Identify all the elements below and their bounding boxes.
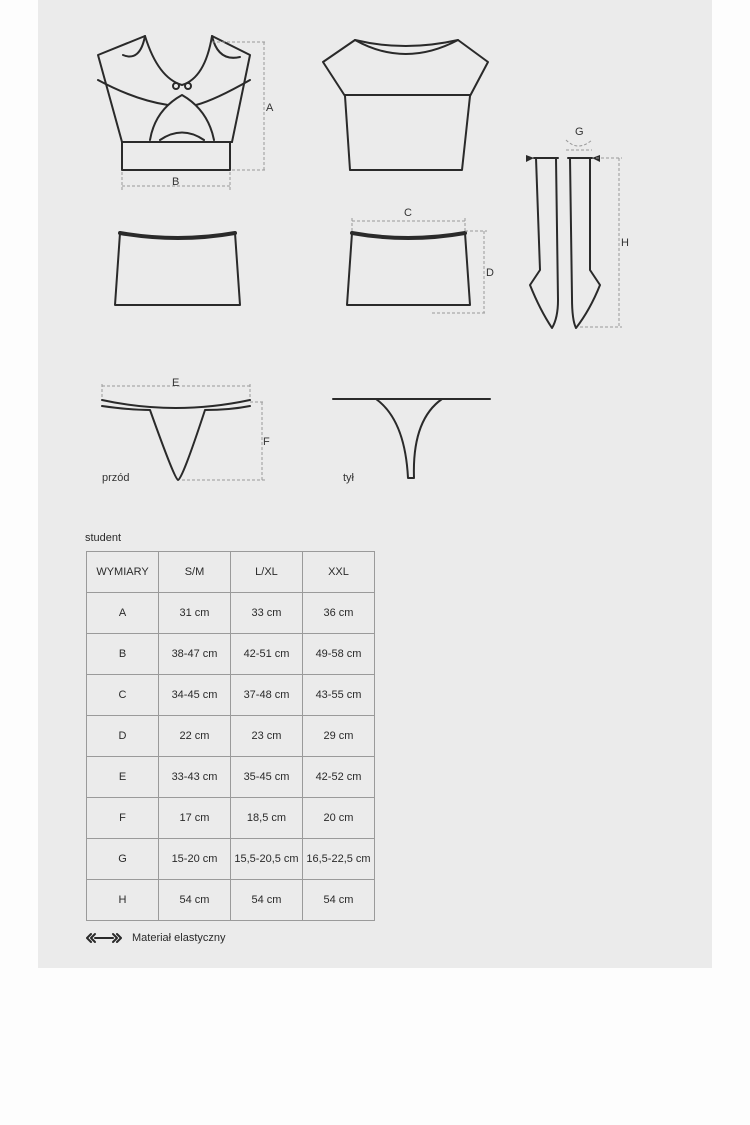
table-cell: D [87, 716, 159, 757]
table-row [87, 757, 375, 798]
table-cell: 37-48 cm [231, 675, 303, 716]
table-row [87, 839, 375, 880]
table-row [87, 798, 375, 839]
label-f: F [263, 436, 270, 448]
dimension-d-line [432, 231, 487, 313]
view-label-back: tył [343, 472, 354, 484]
thong-front-drawing [102, 400, 250, 480]
table-row [87, 880, 375, 921]
header-cell: L/XL [231, 552, 303, 593]
label-d: D [486, 267, 494, 279]
table-cell: E [87, 757, 159, 798]
skirt-back-drawing [347, 233, 470, 305]
table-cell: 42-51 cm [231, 634, 303, 675]
table-cell: 54 cm [159, 880, 231, 921]
table-cell: 29 cm [303, 716, 375, 757]
label-a: A [266, 102, 274, 114]
table-row [87, 716, 375, 757]
table-cell: 20 cm [303, 798, 375, 839]
stockings-drawing [530, 158, 600, 328]
table-cell: C [87, 675, 159, 716]
top-front-drawing [98, 36, 250, 170]
table-cell: 31 cm [159, 593, 231, 634]
table-cell: B [87, 634, 159, 675]
label-g: G [575, 126, 584, 138]
dimension-g-line [566, 140, 592, 150]
table-cell: 34-45 cm [159, 675, 231, 716]
table-cell: 36 cm [303, 593, 375, 634]
table-cell: 54 cm [303, 880, 375, 921]
table-title: student [85, 532, 122, 544]
garment-diagram [0, 0, 750, 530]
table-cell: F [87, 798, 159, 839]
table-cell: 33-43 cm [159, 757, 231, 798]
top-back-drawing [323, 40, 488, 170]
table-cell: 35-45 cm [231, 757, 303, 798]
table-cell: 42-52 cm [303, 757, 375, 798]
table-cell: 38-47 cm [159, 634, 231, 675]
table-cell: 43-55 cm [303, 675, 375, 716]
view-label-front: przód [102, 472, 130, 484]
table-cell: 54 cm [231, 880, 303, 921]
size-table [86, 551, 375, 921]
header-cell: XXL [303, 552, 375, 593]
label-b: B [172, 176, 180, 188]
table-cell: 22 cm [159, 716, 231, 757]
label-e: E [172, 377, 180, 389]
dimension-c-line [352, 218, 465, 232]
table-cell: 17 cm [159, 798, 231, 839]
table-cell: H [87, 880, 159, 921]
table-row [87, 675, 375, 716]
header-cell: S/M [159, 552, 231, 593]
table-cell: 15,5-20,5 cm [231, 839, 303, 880]
table-cell: 15-20 cm [159, 839, 231, 880]
skirt-front-drawing [115, 233, 240, 305]
table-cell: G [87, 839, 159, 880]
label-c: C [404, 207, 412, 219]
table-row [87, 593, 375, 634]
table-header-row [87, 552, 375, 593]
legend [86, 931, 226, 945]
dimension-h-line [580, 158, 622, 327]
table-cell: 49-58 cm [303, 634, 375, 675]
elastic-arrow-icon [86, 932, 122, 944]
table-cell: 18,5 cm [231, 798, 303, 839]
legend-text: Materiał elastyczny [132, 932, 226, 944]
table-cell: 16,5-22,5 cm [303, 839, 375, 880]
label-h: H [621, 237, 629, 249]
table-cell: 33 cm [231, 593, 303, 634]
table-cell: A [87, 593, 159, 634]
thong-back-drawing [333, 399, 490, 478]
header-cell: WYMIARY [87, 552, 159, 593]
table-row [87, 634, 375, 675]
table-cell: 23 cm [231, 716, 303, 757]
